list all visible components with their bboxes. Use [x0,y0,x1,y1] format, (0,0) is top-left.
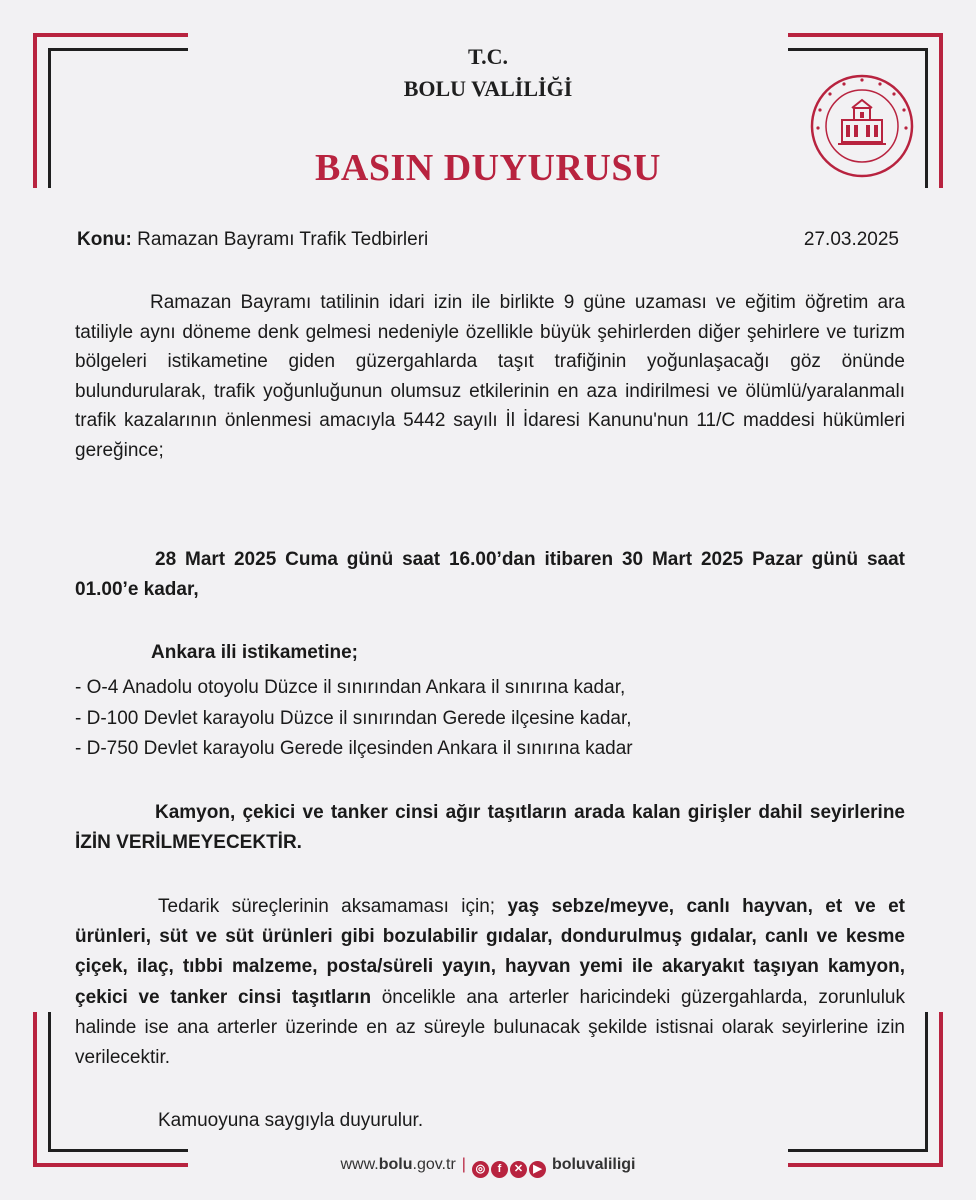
social-handle[interactable]: boluvaliligi [551,1156,636,1173]
subject-label: Konu: [77,229,132,250]
website-link[interactable] [341,1156,456,1173]
page-title: BASIN DUYURUSU [315,147,661,189]
restriction-paragraph: Kamyon, çekici ve tanker cinsi ağır taşıtların arada kalan girişler dahil seyirlerine İZİN VERİLMEYECEKTİR. [75,802,905,853]
governorship-seal-icon [808,72,916,180]
route-item: - D-750 Devlet karayolu Gerede ilçesinden Ankara il sınırına kadar [75,738,633,759]
youtube-icon[interactable]: ▶ [529,1161,546,1178]
instagram-icon[interactable]: ◎ [472,1161,489,1178]
x-twitter-icon[interactable]: ✕ [510,1161,527,1178]
footer [0,1156,976,1178]
frame-inner-line [48,1012,51,1152]
website-prefix: www. [340,1156,379,1173]
exemption-paragraph [75,892,905,1073]
route-item: - D-100 Devlet karayolu Düzce il sınırından Gerede ilçesine kadar, [75,707,632,729]
release-date: 27.03.2025 [803,229,899,250]
subject-line [77,229,428,251]
frame-inner-line [925,1012,928,1152]
time-window-paragraph: 28 Mart 2025 Cuma günü saat 16.00’dan itibaren 30 Mart 2025 Pazar günü saat 01.00’e kadar, [75,549,905,600]
subject-text: Ramazan Bayramı Trafik Tedbirleri [137,229,429,250]
exemption-conditions: öncelikle ana arterler haricindeki güzergahlarda, zorunluluk halinde ise ana arterler üzerinde en az süreyle bulunacak şekilde istisnai olarak seyirlerine izin verilecektir. [75,986,905,1069]
footer-separator: | [461,1156,466,1173]
route-item: - O-4 Anadolu otoyolu Düzce il sınırından Ankara il sınırına kadar, [75,677,626,698]
exemption-goods: yaş sebze/meyve, canlı hayvan, et ve et ürünleri, süt ve süt ürünleri gibi bozulabilir gıdalar, dondurulmuş gıdalar, canlı ve kesme çiçek, ilaç, tıbbi malzeme, posta/süreli yayın, hayvan yemi ile akaryakıt taşıyan kamyon, çekici ve tanker cinsi taşıtların [75,896,905,1008]
closing-line: Kamuoyuna saygıyla duyurulur. [158,1110,424,1131]
frame-inner-line [788,1149,928,1152]
exemption-intro: Tedarik süreçlerinin aksamaması için; [158,896,508,917]
website-suffix: .gov.tr [412,1156,456,1173]
ankara-heading: Ankara ili istikametine; [151,642,358,663]
intro-paragraph: Ramazan Bayramı tatilinin idari izin ile birlikte 9 güne uzaması ve eğitim öğretim ara tatiliyle aynı döneme denk gelmesi nedeniyle özellikle büyük şehirlerden diğer şehirlere ve turizm bölgeleri istikametine giden güzergahlarda taşıt trafiğinin yoğunlaşacağı göz önünde bulundurularak, trafik yoğunluğunun olumsuz etkilerinin en aza indirilmesi ve ölümlü/yaralanmalı trafik kazalarının önlenmesi amacıyla 5442 sayılı İl İdaresi Kanunu'nun 11/C maddesi hükümleri gereğince; [75,292,905,461]
header-tc: T.C. [468,44,508,69]
website-domain: bolu [378,1156,413,1173]
facebook-icon[interactable]: f [491,1161,508,1178]
header-governorship: BOLU VALİLİĞİ [403,76,573,101]
route-list [75,673,633,765]
frame-inner-line [48,1149,188,1152]
